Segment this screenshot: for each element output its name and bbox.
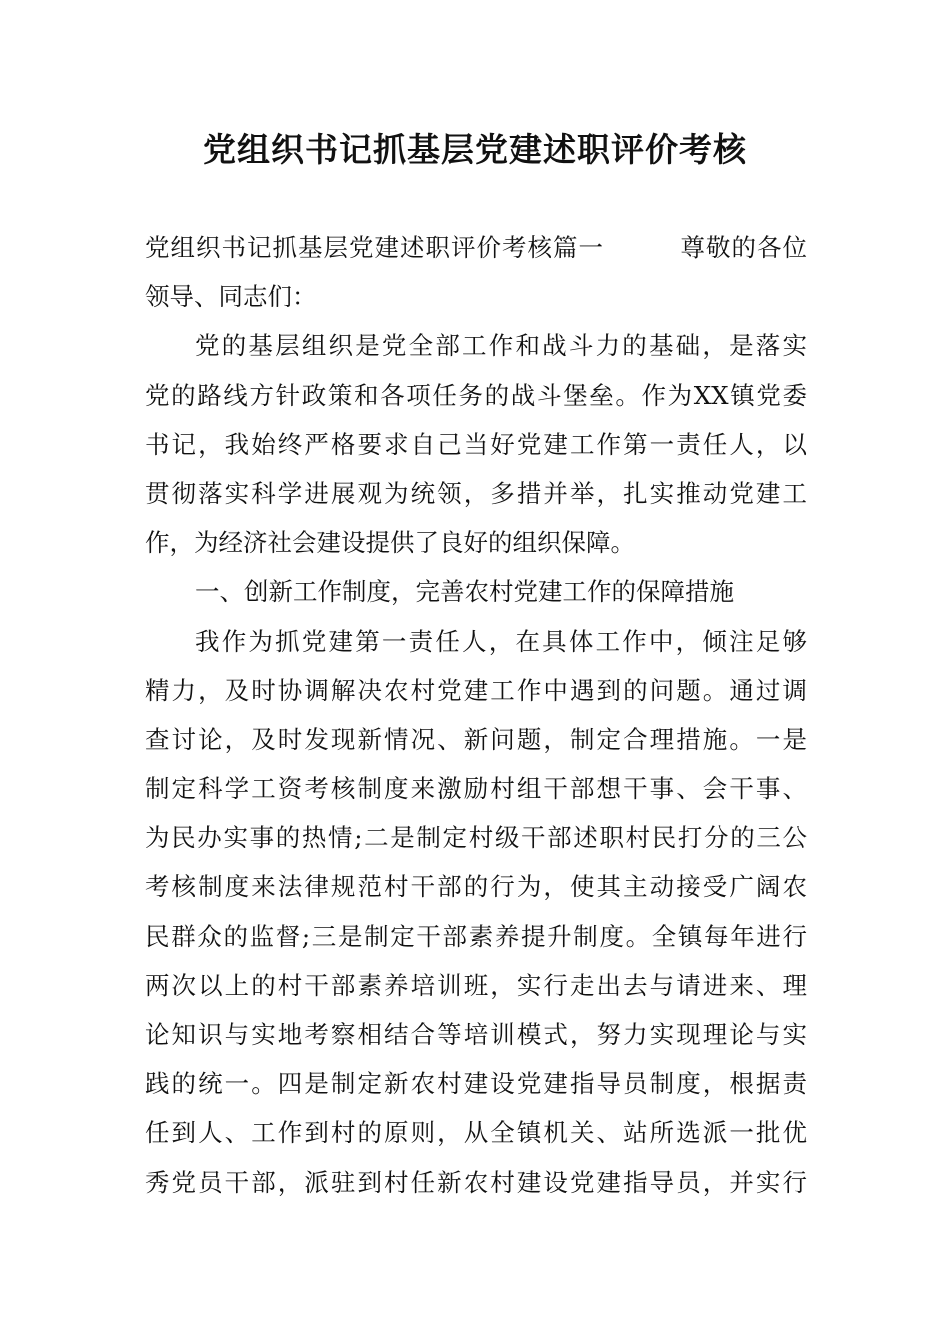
paragraph-first-line: 党的基层组织是党全部工作和战斗力的基础，是落实 <box>195 331 807 361</box>
text-line: 精力，及时协调解决农村党建工作中遇到的问题。通过调 <box>145 675 807 705</box>
text-line: 为民办实事的热情;二是制定村级干部述职村民打分的三公 <box>145 823 807 853</box>
paragraph-first-line: 我作为抓党建第一责任人，在具体工作中，倾注足够 <box>195 626 807 656</box>
text-line: 作，为经济社会建设提供了良好的组织保障。 <box>145 528 635 558</box>
document-title: 党组织书记抓基层党建述职评价考核 <box>203 130 747 169</box>
text-line: 秀党员干部，派驻到村任新农村建设党建指导员，并实行 <box>145 1167 807 1197</box>
text-line: 民群众的监督;三是制定干部素养提升制度。全镇每年进行 <box>145 921 807 951</box>
text-line: 制定科学工资考核制度来激励村组干部想干事、会干事、 <box>145 774 807 804</box>
text-line: 考核制度来法律规范村干部的行为，使其主动接受广阔农 <box>145 872 807 902</box>
text-line: 党的路线方针政策和各项任务的战斗堡垒。作为XX镇党委 <box>145 380 807 410</box>
text-line: 论知识与实地考察相结合等培训模式，努力实现理论与实 <box>145 1020 807 1049</box>
text-line: 党组织书记抓基层党建述职评价考核篇一 尊敬的各位 <box>145 233 807 262</box>
section-heading: 一、创新工作制度，完善农村党建工作的保障措施 <box>195 577 734 607</box>
document-body <box>145 223 807 1207</box>
text-line: 书记，我始终严格要求自己当好党建工作第一责任人，以 <box>145 429 807 459</box>
text-line: 贯彻落实科学进展观为统领，多措并举，扎实推动党建工 <box>145 478 807 508</box>
text-line: 两次以上的村干部素养培训班，实行走出去与请进来、理 <box>145 970 807 1000</box>
text-line: 查讨论，及时发现新情况、新问题，制定合理措施。一是 <box>145 724 807 754</box>
text-line: 领导、同志们： <box>145 282 317 312</box>
text-line: 任到人、工作到村的原则，从全镇机关、站所选派一批优 <box>145 1118 807 1148</box>
text-line: 践的统一。四是制定新农村建设党建指导员制度，根据责 <box>145 1069 807 1099</box>
